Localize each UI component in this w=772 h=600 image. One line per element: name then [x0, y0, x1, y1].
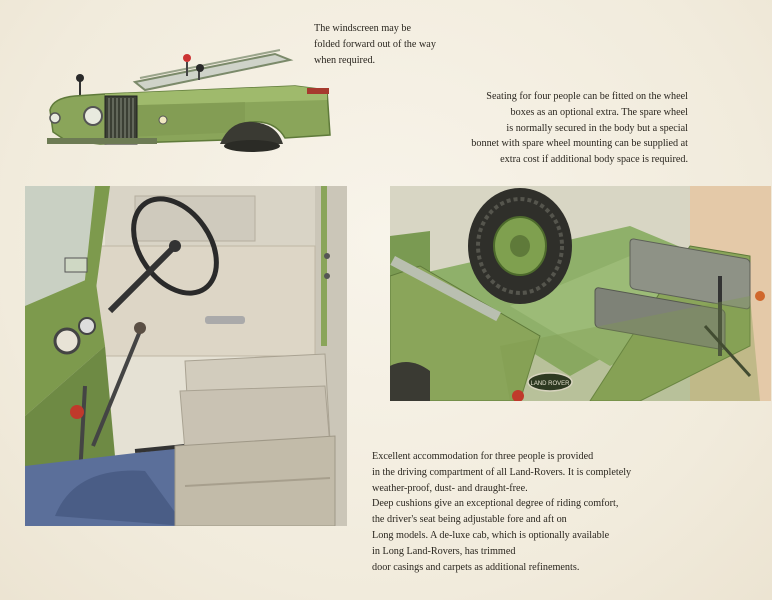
illustration-windscreen-folded [45, 40, 335, 155]
caption-line: Seating for four people can be fitted on the wheel [486, 91, 688, 102]
caption-line: extra cost if additional body space is required. [500, 154, 688, 166]
illustration-driving-compartment [25, 186, 347, 526]
caption-accommodation [372, 449, 662, 575]
caption-line: is normally secured in the body but a special [506, 122, 688, 134]
caption-line: folded forward out of the way [314, 38, 436, 50]
caption-line: in Long Land-Rovers, has trimmed [372, 545, 516, 557]
caption-line: boxes as an optional extra. The spare wheel [510, 106, 688, 118]
caption-seating [440, 89, 688, 168]
caption-line: the driver's seat being adjustable fore and aft on [372, 514, 567, 526]
caption-line: The windscreen may be [314, 23, 412, 34]
caption-line: door casings and carpets as additional refinements. [372, 561, 580, 573]
caption-line: weather-proof, dust- and draught-free. [372, 482, 528, 494]
caption-line: Excellent accommodation for three people is provided [372, 451, 594, 462]
caption-line: Long models. A de-luxe cab, which is optionally available [372, 529, 610, 541]
caption-line: Deep cushions give an exceptional degree of riding comfort, [372, 498, 619, 510]
caption-windscreen [314, 21, 474, 68]
caption-line: in the driving compartment of all Land-Rovers. It is completely [372, 466, 632, 478]
illustration-rear-body-spare-wheel [390, 186, 771, 401]
caption-line: bonnet with spare wheel mounting can be supplied at [471, 138, 688, 150]
caption-line: when required. [314, 54, 376, 66]
badge-text: LAND ROVER [530, 381, 570, 387]
